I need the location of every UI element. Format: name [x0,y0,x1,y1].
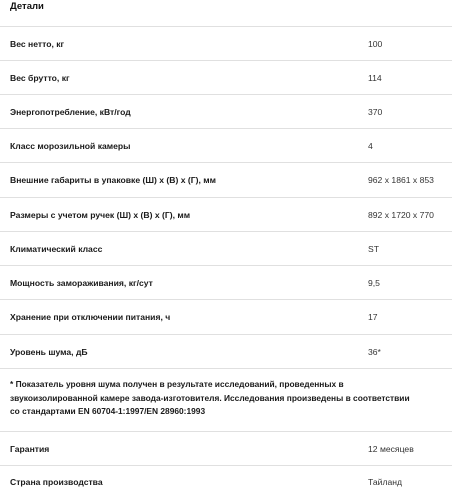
spec-value: 36* [368,347,381,357]
spec-label: Размеры с учетом ручек (Ш) x (В) x (Г), мм [10,210,191,220]
spec-value: 892 x 1720 x 770 [368,210,434,220]
spec-value: Тайланд [368,477,402,487]
spec-value: ST [368,244,379,254]
spec-label: Мощность замораживания, кг/сут [10,278,153,288]
spec-label: Хранение при отключении питания, ч [10,312,171,322]
spec-label: Вес брутто, кг [10,73,70,83]
spec-label: Гарантия [10,444,50,454]
spec-label: Класс морозильной камеры [10,141,131,151]
spec-value: 17 [368,312,378,322]
spec-value: 114 [368,73,382,83]
spec-label: Вес нетто, кг [10,39,65,49]
spec-row-energy [0,94,452,128]
spec-label: Энергопотребление, кВт/год [10,107,131,117]
spec-label: Климатический класс [10,244,103,254]
section-title: Детали [10,1,44,12]
spec-value: 370 [368,107,383,117]
spec-row-country [0,465,452,500]
spec-value: 9,5 [368,278,380,288]
spec-label: Уровень шума, дБ [10,347,88,357]
spec-value: 100 [368,39,383,49]
spec-label: Внешние габариты в упаковке (Ш) x (В) x (Г), мм [10,175,216,185]
spec-row-freezing-capacity [0,265,452,299]
spec-value: 962 x 1861 x 853 [368,175,434,185]
spec-row-climate-class [0,231,452,265]
spec-row-net-weight [0,26,452,60]
spec-label: Страна производства [10,477,103,487]
spec-row-freezer-class [0,128,452,162]
footnote-row [0,368,452,431]
spec-row-gross-weight [0,60,452,94]
spec-row-noise-level [0,334,452,368]
noise-footnote: * Показатель уровня шума получен в результате исследований, проведенных в звукоизолированной камере завода-изготовителя. Исследования произведены в соответствии со стандартами EN 60704-1:1997/EN 28960:1993 [10,379,410,416]
spec-row-dimensions-with-handles [0,197,452,231]
spec-row-package-dimensions [0,162,452,197]
spec-row-power-outage-storage [0,299,452,334]
spec-row-warranty [0,431,452,465]
spec-value: 4 [368,141,373,151]
spec-value: 12 месяцев [368,444,414,454]
